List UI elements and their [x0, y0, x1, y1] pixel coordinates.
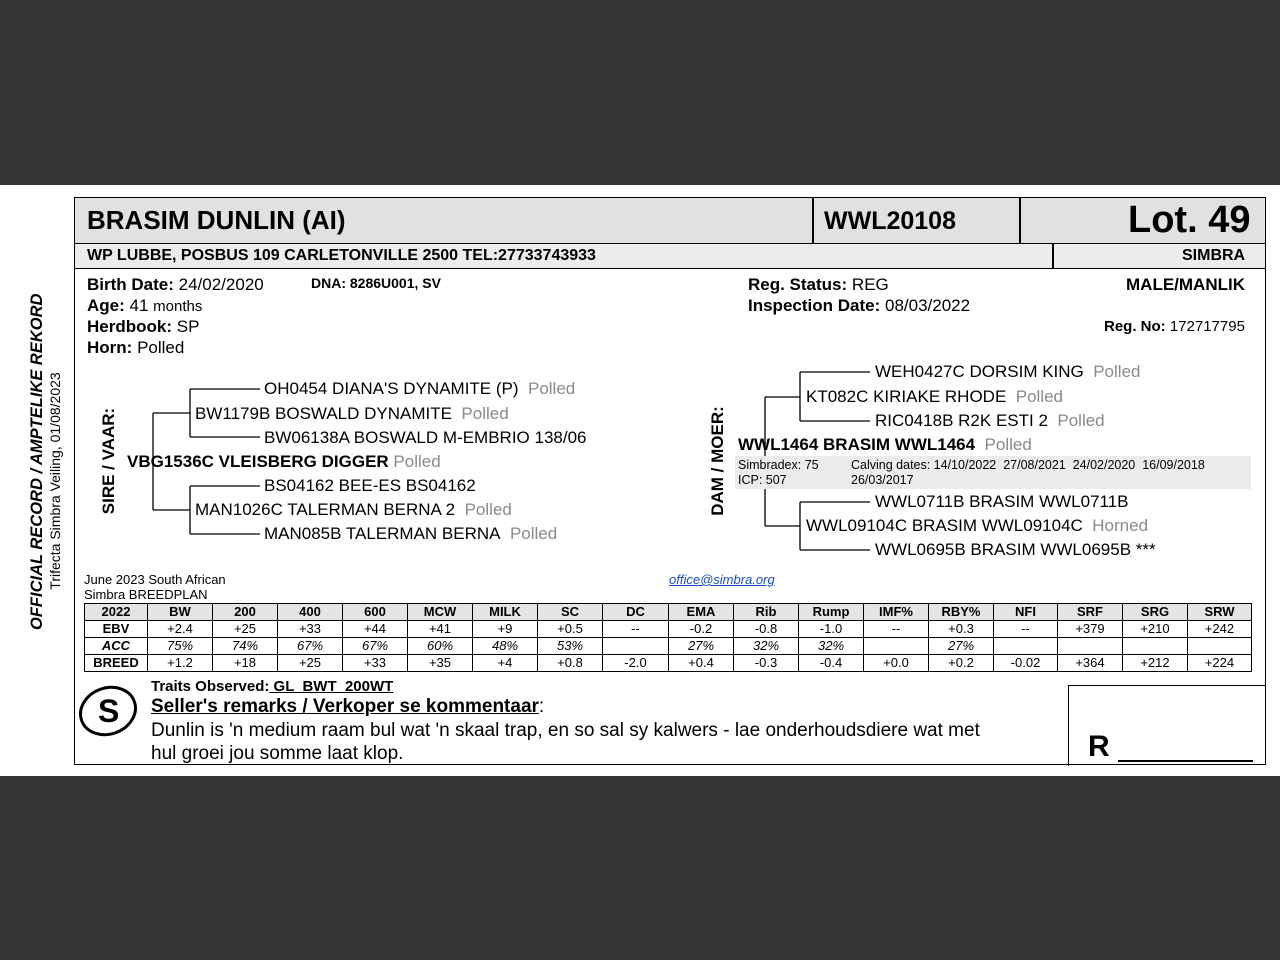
reg-status-value: REG: [851, 275, 889, 294]
ebv-header-cell: Rump: [799, 604, 864, 621]
horn-label: Horn:: [87, 338, 133, 357]
ebv-cell: [603, 638, 669, 655]
breedplan-line2: Simbra BREEDPLAN: [84, 587, 208, 602]
ebv-cell: [994, 638, 1058, 655]
pedigree-status: Polled: [1093, 362, 1141, 381]
ebv-cell: +9: [473, 621, 538, 638]
ebv-cell: -1.0: [799, 621, 864, 638]
dam-sire-sire: [875, 362, 1140, 382]
pedigree-status: Polled: [464, 500, 512, 519]
dam-dam-sire: [875, 492, 1129, 512]
ebv-header-cell: SRG: [1123, 604, 1188, 621]
ebv-cell: 67%: [278, 638, 343, 655]
horn-value: Polled: [137, 338, 185, 357]
ebv-cell: +4: [473, 655, 538, 672]
ebv-row: [85, 655, 1252, 672]
ebv-cell: -2.0: [603, 655, 669, 672]
ebv-cell: +25: [213, 621, 278, 638]
simbradex: Simbradex: 75: [738, 458, 819, 472]
ebv-cell: -0.2: [669, 621, 734, 638]
ebv-cell: +2.4: [148, 621, 213, 638]
ebv-cell: --: [603, 621, 669, 638]
dam-dam-dam: [875, 540, 1156, 560]
dna-info: DNA: 8286U001, SV: [311, 275, 441, 291]
pedigree-name: WEH0427C DORSIM KING: [875, 362, 1084, 381]
remarks-heading-text: Seller's remarks / Verkoper se kommentaar: [151, 696, 539, 717]
simbra-logo-icon: [76, 683, 142, 741]
sale-name-label: Trifecta Simbra Veiling, 01/08/2023: [47, 372, 63, 590]
birth-date-value: 24/02/2020: [178, 275, 264, 294]
pedigree-status: Polled: [984, 435, 1032, 454]
pedigree-name: WWL09104C BRASIM WWL09104C: [806, 516, 1083, 535]
ebv-cell: +35: [408, 655, 473, 672]
dam-side-label: DAM / MOER:: [708, 406, 727, 516]
ebv-header-cell: RBY%: [929, 604, 994, 621]
official-record-label: OFFICIAL RECORD / AMPTELIKE REKORD: [28, 293, 46, 630]
ebv-header-cell: 600: [343, 604, 408, 621]
pedigree-status: Polled: [393, 452, 441, 471]
ebv-cell: [1058, 638, 1123, 655]
pedigree-name: KT082C KIRIAKE RHODE: [806, 387, 1007, 406]
ebv-cell: 53%: [538, 638, 603, 655]
ebv-row-label: BREED: [85, 655, 148, 672]
dam-dam: [806, 516, 1148, 536]
ebv-cell: +379: [1058, 621, 1123, 638]
ebv-header-cell: DC: [603, 604, 669, 621]
pedigree-status: Polled: [509, 524, 558, 543]
ebv-cell: +210: [1123, 621, 1188, 638]
pedigree-name: WWL0711B BRASIM WWL0711B: [875, 492, 1129, 511]
ebv-header-cell: NFI: [994, 604, 1058, 621]
pedigree-status: Polled: [1057, 411, 1105, 430]
ebv-cell: [1188, 638, 1252, 655]
animal-id: WWL20108: [824, 207, 956, 235]
breedplan-line1: June 2023 South African: [84, 572, 226, 587]
remarks-line2: hul groei jou somme laat klop.: [151, 743, 404, 764]
ebv-header-row: [85, 604, 1252, 621]
ebv-cell: [1123, 638, 1188, 655]
traits-label: Traits Observed:: [151, 678, 270, 695]
ebv-cell: +1.2: [148, 655, 213, 672]
owner-details: WP LUBBE, POSBUS 109 CARLETONVILLE 2500 TEL:27733743933: [87, 247, 596, 264]
herdbook-label: Herdbook:: [87, 317, 172, 336]
reg-number-value: 172717795: [1169, 318, 1245, 335]
pedigree-name: BS04162 BEE-ES BS04162: [264, 476, 476, 495]
ebv-row-label: ACC: [85, 638, 148, 655]
ebv-cell: +0.5: [538, 621, 603, 638]
ebv-cell: +41: [408, 621, 473, 638]
ebv-cell: +18: [213, 655, 278, 672]
remarks-line1: Dunlin is 'n medium raam bul wat 'n skaal trap, en so sal sy kalwers - lae onderhoudsdiere wat met: [151, 720, 980, 741]
ebv-cell: +242: [1188, 621, 1252, 638]
calving-dates-cont: 26/03/2017: [851, 473, 914, 487]
age-value: 41: [129, 296, 149, 315]
pedigree-status: Horned: [1092, 516, 1149, 535]
ebv-cell: +44: [343, 621, 408, 638]
email-link[interactable]: office@simbra.org: [669, 572, 775, 587]
pedigree-name: BW06138A BOSWALD M-EMBRIO 138/06: [264, 428, 587, 447]
ebv-cell: +25: [278, 655, 343, 672]
calving-dates: Calving dates: 14/10/2022 27/08/2021 24/02/2020 16/09/2018: [851, 458, 1205, 472]
age-unit: months: [153, 298, 203, 315]
traits-value: GL BWT 200WT: [269, 678, 394, 695]
ebv-cell: [864, 638, 929, 655]
herdbook-value: SP: [176, 317, 200, 336]
animal-name: BRASIM DUNLIN (AI): [87, 205, 346, 235]
pedigree-status: Polled: [527, 379, 576, 398]
dam-sire-dam: [875, 411, 1105, 431]
ebv-cell: --: [864, 621, 929, 638]
sire-dam: [195, 500, 512, 520]
ebv-header-cell: SC: [538, 604, 603, 621]
sire-sire: [195, 404, 509, 424]
pedigree-name: MAN1026C TALERMAN BERNA 2: [195, 500, 456, 519]
pedigree-status: Polled: [1015, 387, 1063, 406]
ebv-header-cell: SRW: [1188, 604, 1252, 621]
ebv-cell: +0.3: [929, 621, 994, 638]
logo-letter: S: [98, 693, 120, 729]
ebv-header-cell: Rib: [734, 604, 799, 621]
ebv-cell: +0.4: [669, 655, 734, 672]
ebv-cell: +224: [1188, 655, 1252, 672]
ebv-cell: 75%: [148, 638, 213, 655]
dam-sire: [806, 387, 1063, 407]
pedigree-name: BW1179B BOSWALD DYNAMITE: [195, 404, 452, 423]
ebv-cell: 74%: [213, 638, 278, 655]
sire-sire-dam: [264, 428, 587, 448]
ebv-cell: +0.2: [929, 655, 994, 672]
sire-dam-sire: [264, 476, 476, 496]
sex-label: MALE/MANLIK: [1126, 275, 1245, 294]
ebv-cell: +0.0: [864, 655, 929, 672]
ebv-cell: +364: [1058, 655, 1123, 672]
price-label: R: [1088, 730, 1110, 763]
ebv-row: [85, 638, 1252, 655]
ebv-cell: +33: [278, 621, 343, 638]
pedigree-name: OH0454 DIANA'S DYNAMITE (P): [264, 379, 519, 398]
ebv-cell: +0.8: [538, 655, 603, 672]
ebv-cell: -0.3: [734, 655, 799, 672]
birth-date-label: Birth Date:: [87, 275, 174, 294]
lot-number: Lot. 49: [1128, 199, 1251, 241]
ebv-cell: 32%: [734, 638, 799, 655]
ebv-cell: -0.4: [799, 655, 864, 672]
ebv-cell: --: [994, 621, 1058, 638]
sire: [127, 452, 441, 472]
ebv-table: [84, 603, 1252, 672]
ebv-cell: -0.02: [994, 655, 1058, 672]
pedigree-name: WWL1464 BRASIM WWL1464: [738, 435, 976, 454]
ebv-cell: +212: [1123, 655, 1188, 672]
pedigree-name: RIC0418B R2K ESTI 2: [875, 411, 1048, 430]
icp: ICP: 507: [738, 473, 787, 487]
ebv-cell: +33: [343, 655, 408, 672]
remarks-heading-colon: :: [538, 696, 545, 717]
reg-number-label: Reg. No:: [1104, 318, 1166, 335]
inspection-date-value: 08/03/2022: [884, 296, 971, 315]
ebv-cell: 27%: [669, 638, 734, 655]
age-label: Age:: [87, 296, 125, 315]
sire-sire-sire: [264, 379, 575, 399]
pedigree-status: Polled: [461, 404, 509, 423]
ebv-cell: 48%: [473, 638, 538, 655]
ebv-header-cell: IMF%: [864, 604, 929, 621]
ebv-header-cell: 2022: [85, 604, 148, 621]
ebv-cell: 67%: [343, 638, 408, 655]
ebv-row: [85, 621, 1252, 638]
ebv-cell: 32%: [799, 638, 864, 655]
dam: [738, 435, 1032, 455]
ebv-header-cell: EMA: [669, 604, 734, 621]
ebv-cell: 27%: [929, 638, 994, 655]
traits-observed: [151, 678, 393, 695]
remarks-heading: [151, 696, 544, 718]
reg-status-label: Reg. Status:: [748, 275, 848, 294]
ebv-cell: -0.8: [734, 621, 799, 638]
ebv-header-cell: 400: [278, 604, 343, 621]
pedigree-name: MAN085B TALERMAN BERNA: [264, 524, 501, 543]
breed-label: SIMBRA: [1182, 247, 1246, 264]
price-entry-line[interactable]: [1118, 760, 1253, 762]
inspection-date-label: Inspection Date:: [748, 296, 881, 315]
ebv-header-cell: MILK: [473, 604, 538, 621]
ebv-header-cell: 200: [213, 604, 278, 621]
ebv-header-cell: BW: [148, 604, 213, 621]
ebv-row-label: EBV: [85, 621, 148, 638]
ebv-cell: 60%: [408, 638, 473, 655]
ebv-header-cell: SRF: [1058, 604, 1123, 621]
sire-side-label: SIRE / VAAR:: [99, 407, 118, 515]
sire-dam-dam: [264, 524, 557, 544]
ebv-header-cell: MCW: [408, 604, 473, 621]
pedigree-name: WWL0695B BRASIM WWL0695B ***: [875, 540, 1156, 559]
pedigree-name: VBG1536C VLEISBERG DIGGER: [127, 452, 389, 471]
